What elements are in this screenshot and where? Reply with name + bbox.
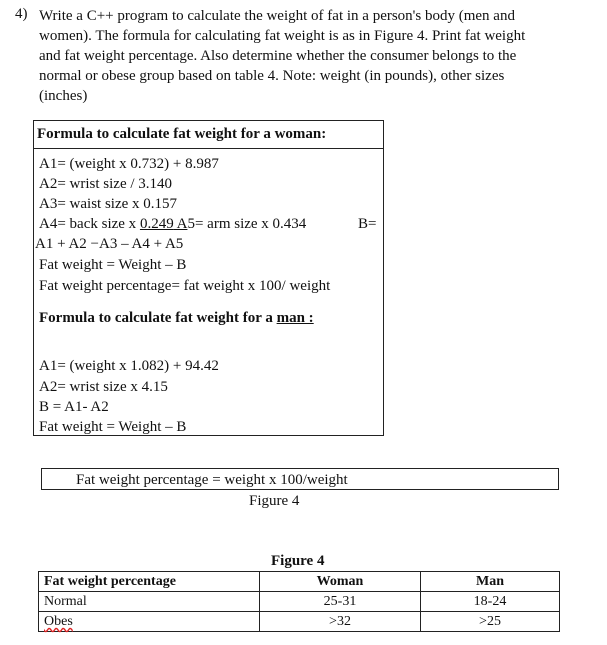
woman-a4-a5 (39, 214, 306, 234)
heading-divider (33, 148, 384, 149)
woman-fat-pct: Fat weight percentage= fat weight x 100/ weight (39, 278, 331, 294)
header-woman: Woman (260, 572, 421, 592)
row-normal-woman: 25-31 (260, 592, 421, 612)
woman-b-label: B= (358, 216, 377, 232)
row-obes-woman: >32 (260, 612, 421, 632)
table-header-row (39, 572, 560, 592)
woman-fat-weight: Fat weight = Weight – B (39, 257, 187, 273)
obes-label-text: Obes (44, 614, 73, 629)
question-line-3: and fat weight percentage. Also determine whether the consumer belongs to the (39, 48, 517, 64)
man-heading (39, 308, 314, 328)
question-line-2: women). The formula for calculating fat weight is as in Figure 4. Print fat weight (39, 28, 526, 44)
fat-table (38, 571, 560, 632)
row-normal-man: 18-24 (421, 592, 560, 612)
header-man: Man (421, 572, 560, 592)
woman-b-formula: A1 + A2 −A3 – A4 + A5 (35, 236, 184, 252)
table-title: Figure 4 (271, 553, 325, 569)
man-heading-word: man : (276, 310, 314, 326)
woman-a1: A1= (weight x 0.732) + 8.987 (39, 156, 219, 172)
woman-heading: Formula to calculate fat weight for a woman: (37, 126, 327, 142)
shared-formula: Fat weight percentage = weight x 100/weight (76, 472, 348, 488)
man-a1: A1= (weight x 1.082) + 94.42 (39, 358, 219, 374)
a5-prefix: A (173, 216, 188, 232)
row-obes-man: >25 (421, 612, 560, 632)
row-obes-label (39, 612, 260, 632)
question-line-4: normal or obese group based on table 4. Note: weight (in pounds), other sizes (39, 68, 505, 84)
header-fat-pct: Fat weight percentage (39, 572, 260, 592)
table-row (39, 612, 560, 632)
a5-rest: 5= arm size x 0.434 (187, 216, 307, 232)
question-line-1: Write a C++ program to calculate the weight of fat in a person's body (men and (39, 8, 515, 24)
man-b: B = A1- A2 (39, 399, 109, 415)
woman-a2: A2= wrist size / 3.140 (39, 176, 173, 192)
man-heading-prefix: Formula to calculate fat weight for a (39, 310, 277, 326)
figure-caption: Figure 4 (249, 493, 300, 509)
woman-a3: A3= waist size x 0.157 (39, 196, 178, 212)
a4-value: 0.249 (139, 216, 174, 232)
question-line-5: (inches) (39, 88, 88, 104)
man-fat-weight: Fat weight = Weight – B (39, 419, 187, 435)
table-row (39, 592, 560, 612)
row-normal-label: Normal (39, 592, 260, 612)
man-a2: A2= wrist size x 4.15 (39, 379, 168, 395)
question-number: 4) (15, 6, 28, 22)
a4-prefix: A4= back size x (39, 216, 140, 232)
